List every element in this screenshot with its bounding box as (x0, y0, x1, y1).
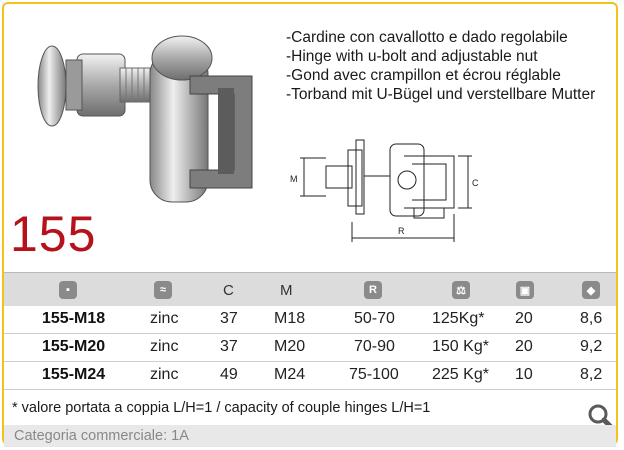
row-code: 155-M18 (42, 310, 106, 327)
row-code: 155-M24 (42, 366, 106, 383)
description-line-it: -Cardine con cavallotto e dado regolabile (286, 29, 568, 46)
row-r: 70-90 (354, 338, 395, 355)
product-card (2, 2, 618, 445)
model-number: 155 (10, 206, 97, 262)
row-c: 49 (220, 366, 238, 383)
table-row (4, 362, 616, 390)
table-row (4, 306, 616, 334)
header-r-icon: R (364, 279, 382, 301)
row-qty: 20 (515, 338, 533, 355)
row-finish: zinc (150, 310, 179, 327)
row-weight: 8,6 (580, 310, 603, 327)
finish-icon: ≈ (154, 279, 172, 301)
row-c: 37 (220, 310, 238, 327)
product-description (286, 28, 595, 104)
spec-table (4, 272, 616, 390)
row-qty: 20 (515, 310, 533, 327)
row-weight: 8,2 (580, 366, 603, 383)
product-photo (22, 18, 282, 223)
table-row (4, 334, 616, 362)
drawing-label-m: M (290, 174, 298, 184)
row-finish: zinc (150, 366, 179, 383)
row-weight: 9,2 (580, 338, 603, 355)
box-quantity-icon: ▣ (516, 279, 534, 301)
drawing-label-c: C (472, 178, 479, 188)
description-line-de: -Torband mit U-Bügel und verstellbare Mutter (286, 86, 596, 103)
header-c: C (223, 281, 234, 299)
row-m: M18 (274, 310, 306, 327)
category-label: Categoria commerciale: 1A (14, 428, 189, 444)
row-capacity: 125Kg* (432, 310, 485, 327)
row-code: 155-M20 (42, 338, 106, 355)
weight-capacity-icon: ⚖ (452, 279, 470, 301)
row-m: M24 (274, 366, 306, 383)
row-finish: zinc (150, 338, 179, 355)
capacity-footnote: * valore portata a coppia L/H=1 / capacity of couple hinges L/H=1 (12, 400, 431, 416)
description-line-en: -Hinge with u-bolt and adjustable nut (286, 48, 538, 65)
drawing-label-r: R (398, 226, 405, 236)
header-m: M (280, 281, 293, 299)
row-r: 75-100 (349, 366, 399, 383)
table-header (4, 272, 616, 306)
row-capacity: 150 Kg* (432, 338, 489, 355)
description-line-fr: -Gond avec crampillon et écrou réglable (286, 67, 561, 84)
row-m: M20 (274, 338, 306, 355)
category-bar (4, 425, 616, 447)
row-capacity: 225 Kg* (432, 366, 489, 383)
row-r: 50-70 (354, 310, 395, 327)
code-icon: ▪ (59, 279, 77, 301)
weight-icon: ◆ (582, 279, 600, 301)
technical-drawing (290, 136, 484, 248)
row-c: 37 (220, 338, 238, 355)
row-qty: 10 (515, 366, 533, 383)
